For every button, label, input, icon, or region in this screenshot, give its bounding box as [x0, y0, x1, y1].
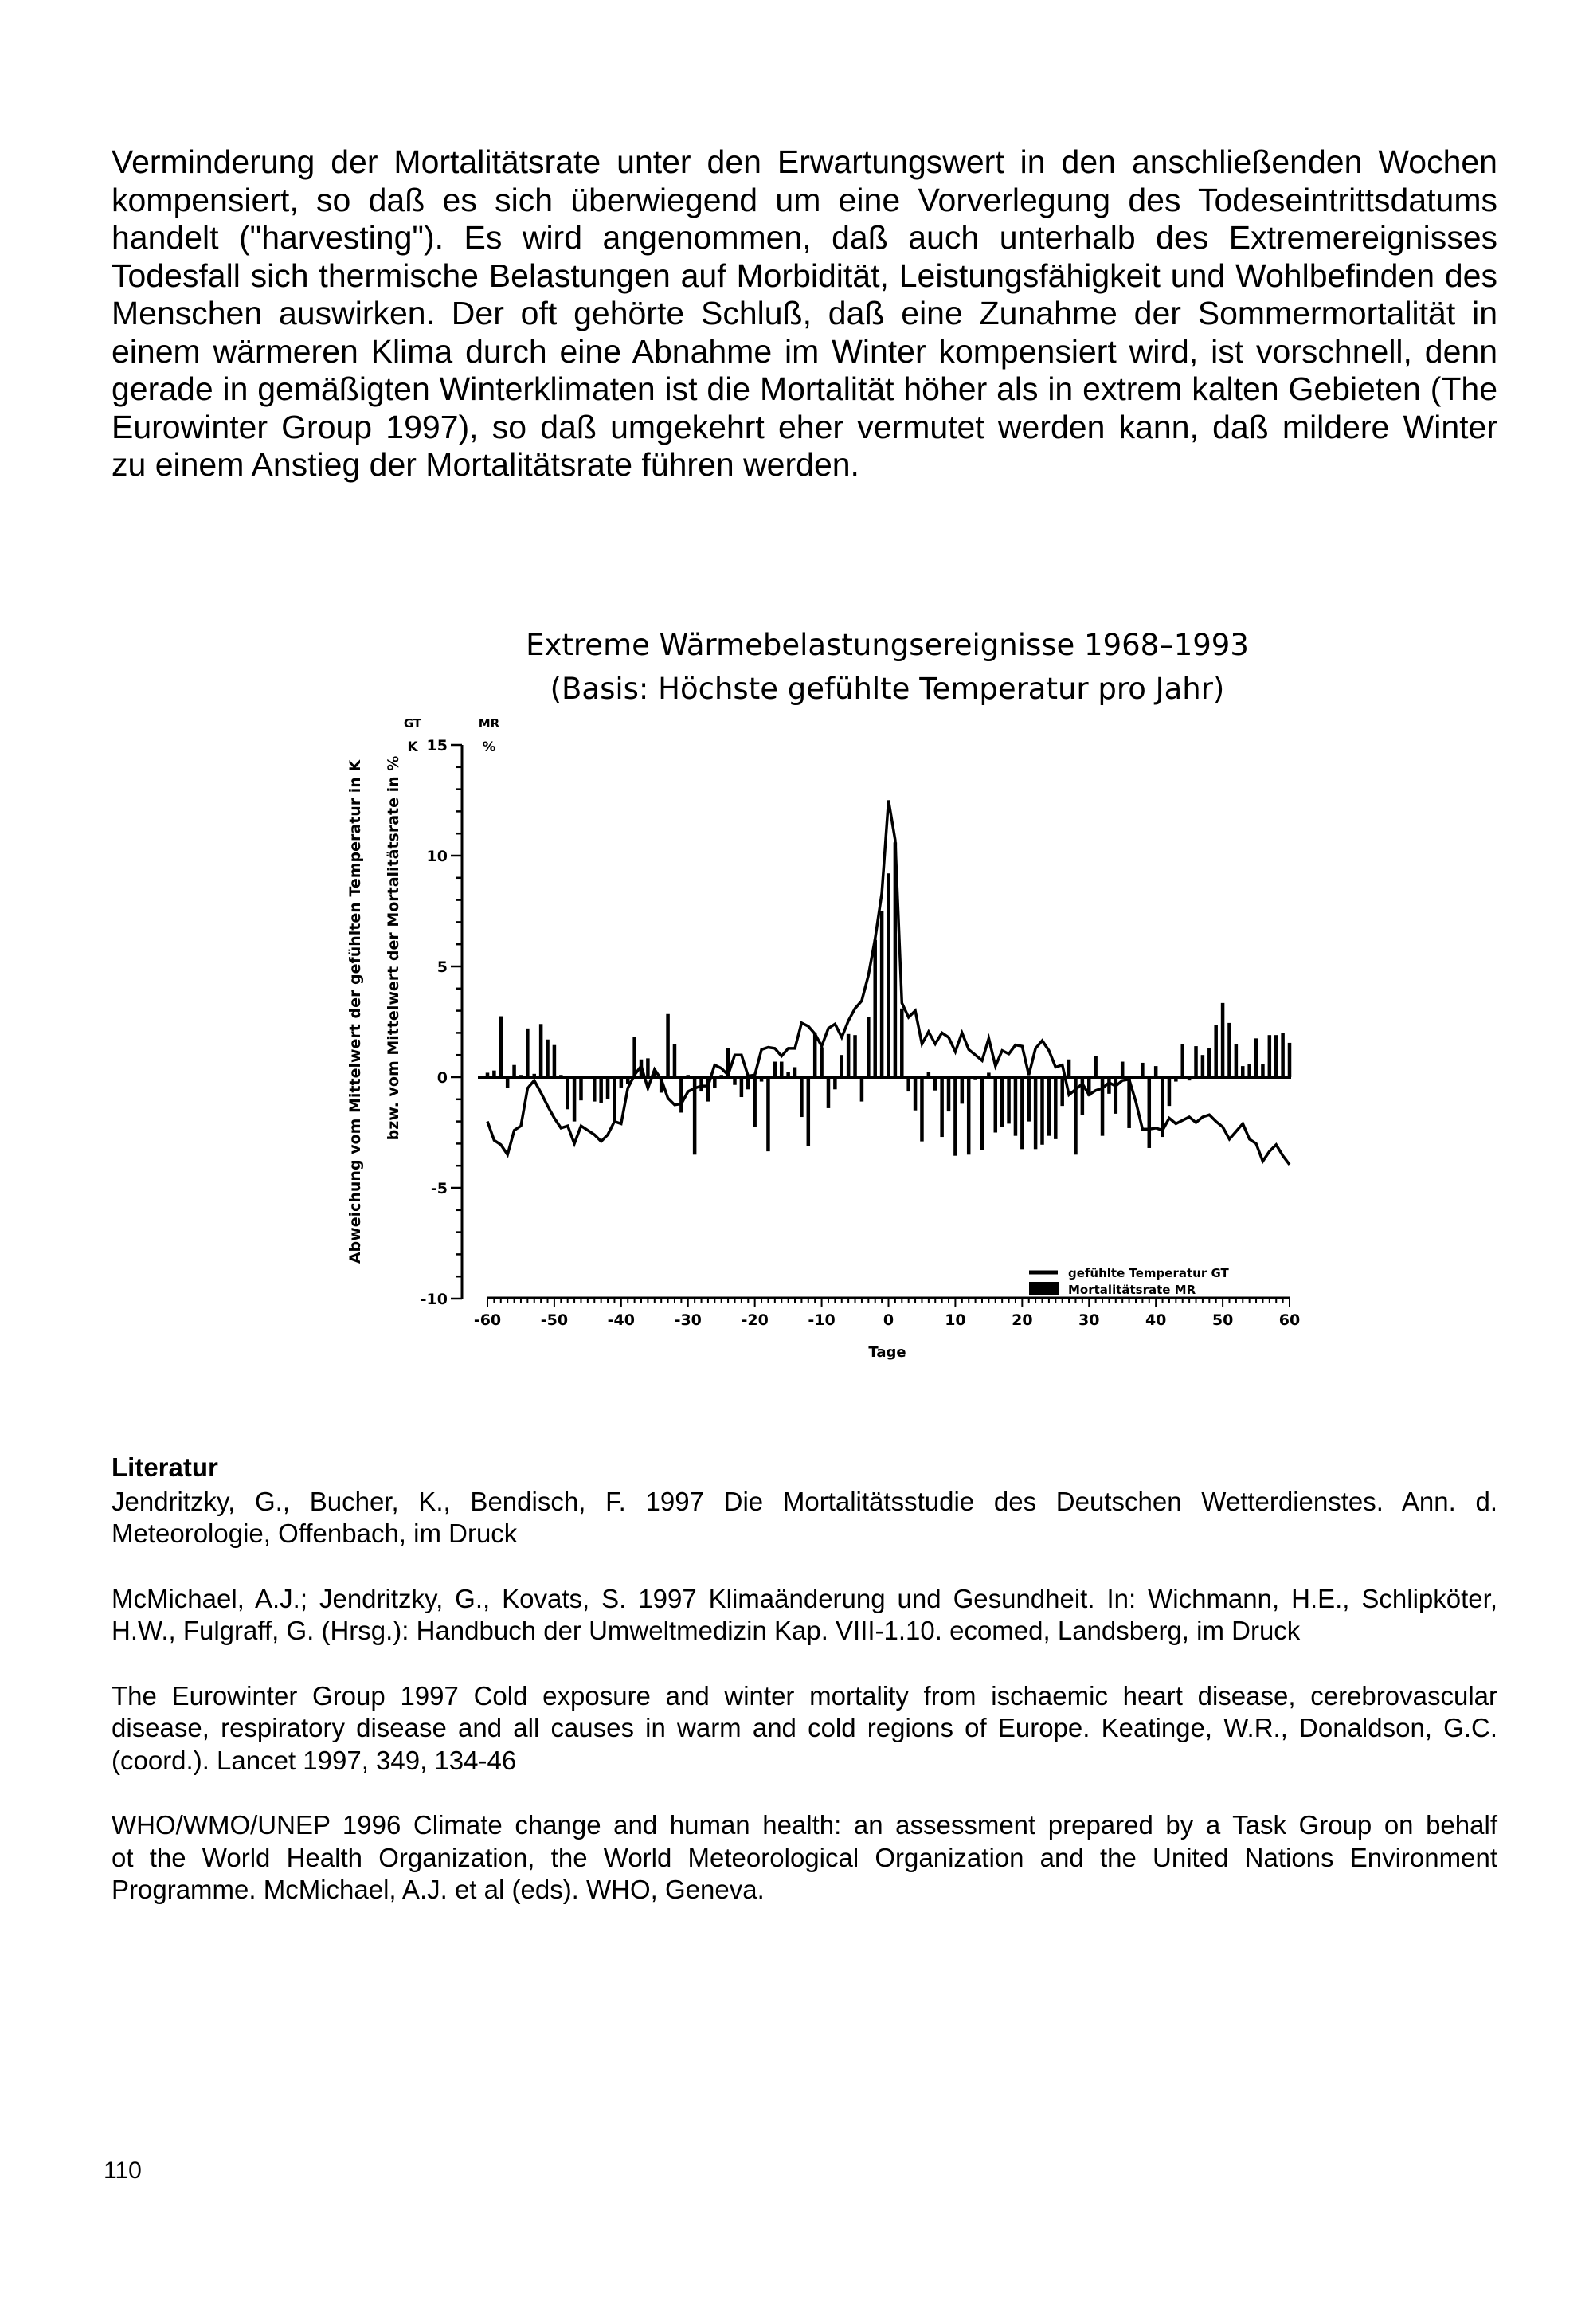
x-tick-label: 10 [945, 1311, 966, 1329]
reference-line: McMichael, A.J.; Jendritzky, G., Kovats, S. 1997 Klimaänderung und Gesundheit. In: Wichmann, H.E., Schlipköter, [112, 1583, 1497, 1613]
reference-item [112, 1809, 1497, 1907]
mortality-bar [880, 911, 884, 1078]
legend-label-mortality: Mortalitätsrate MR [1068, 1283, 1196, 1297]
mortality-bar [1094, 1056, 1098, 1077]
y-tick-label: -10 [420, 1291, 448, 1308]
paragraph-line: kompensiert, so daß es sich überwiegend um eine Vorverlegung des Todeseintrittsdatums [112, 181, 1497, 218]
mortality-bar [887, 873, 890, 1077]
references [112, 1452, 1497, 1939]
mortality-bar [1034, 1077, 1038, 1149]
mortality-bar [666, 1014, 670, 1077]
paragraph-line: Verminderung der Mortalitätsrate unter den Erwartungswert in den anschließenden Wochen [112, 143, 1497, 180]
mortality-bar [933, 1077, 937, 1091]
mortality-bar [646, 1058, 650, 1077]
paragraph-line: einem wärmeren Klima durch eine Abnahme im Winter kompensiert wird, ist vorschnell, denn [112, 332, 1497, 370]
mortality-bar [1047, 1077, 1051, 1136]
mortality-bar [940, 1077, 944, 1137]
mortality-bar [1201, 1055, 1205, 1077]
reference-line: (coord.). Lancet 1997, 349, 134-46 [112, 1745, 517, 1775]
mortality-bar [1221, 1003, 1225, 1077]
x-tick-label: 50 [1211, 1311, 1234, 1329]
paragraph-line: handelt ("harvesting"). Es wird angenommen, daß auch unterhalb des Extremereignisses [112, 219, 1497, 256]
y-axis-label-temperature: Abweichung vom Mittelwert der gefühlten Temperatur in K [346, 759, 364, 1264]
mortality-bar [920, 1077, 924, 1142]
mortality-bar [1268, 1035, 1272, 1077]
legend-label-temperature: gefühlte Temperatur GT [1068, 1266, 1229, 1280]
reference-line: ot the World Health Organization, the World Meteorological Organization and the United Nations Environment [112, 1842, 1497, 1872]
mortality-bar [1254, 1038, 1258, 1077]
mortality-bar [980, 1077, 984, 1150]
mortality-bar [1180, 1044, 1184, 1077]
mortality-bar [1067, 1060, 1071, 1077]
mortality-bar [833, 1077, 837, 1089]
mortality-bar [566, 1077, 569, 1109]
x-tick-label: -30 [674, 1311, 702, 1329]
right-unit-top: MR [478, 716, 500, 731]
mortality-bar [553, 1045, 557, 1077]
mortality-bar [573, 1077, 577, 1122]
mortality-bar [740, 1077, 744, 1097]
reference-item [112, 1583, 1497, 1648]
mortality-bar [1168, 1077, 1172, 1106]
y-tick-label: -5 [430, 1180, 448, 1197]
mortality-bar [1000, 1077, 1004, 1127]
reference-line: Meteorologie, Offenbach, im Druck [112, 1519, 518, 1548]
mortality-bar [961, 1077, 965, 1103]
mortality-bar [820, 1047, 824, 1077]
mortality-bar [1148, 1077, 1152, 1148]
mortality-bar [900, 1009, 904, 1077]
mortality-bar [1141, 1063, 1145, 1077]
mortality-bar [1060, 1077, 1064, 1106]
mortality-bar [1241, 1066, 1245, 1077]
x-axis [474, 1298, 1300, 1329]
mortality-bar [1154, 1066, 1158, 1077]
mortality-bar [1261, 1064, 1265, 1077]
x-tick-label: -60 [473, 1311, 502, 1329]
x-tick-label: 0 [883, 1311, 894, 1329]
mortality-bar [967, 1077, 971, 1154]
mortality-bar [773, 1062, 777, 1077]
mortality-bar [579, 1077, 583, 1100]
mortality-bar [813, 1033, 817, 1077]
y-axis-label-mortality: bzw. vom Mittelwert der Mortalitätsrate in % [385, 755, 402, 1141]
mortality-bar [1281, 1033, 1285, 1077]
mortality-bar [1194, 1046, 1198, 1077]
mortality-bar [1027, 1077, 1031, 1122]
mortality-bar [766, 1077, 770, 1151]
mortality-bar [1214, 1025, 1218, 1077]
mortality-bar [753, 1077, 757, 1127]
paragraph-line: Eurowinter Group 1997), so daß umgekehrt eher vermutet werden kann, daß mildere Winter [112, 408, 1497, 445]
mortality-bars [486, 842, 1292, 1155]
x-axis-label: Tage [868, 1344, 906, 1361]
reference-item [112, 1486, 1497, 1550]
left-unit-bottom: K [407, 739, 418, 755]
mortality-bar [994, 1077, 998, 1133]
mortality-bar [914, 1077, 918, 1111]
mortality-bar [953, 1077, 957, 1156]
mortality-bar [506, 1077, 510, 1088]
reference-line: WHO/WMO/UNEP 1996 Climate change and human health: an assessment prepared by a Task Group on behalf [112, 1810, 1497, 1840]
reference-line: disease, respiratory disease and all causes in warm and cold regions of Europe. Keatinge, W.R., Donaldson, G.C. [112, 1713, 1497, 1742]
mortality-bar [613, 1077, 616, 1122]
y-tick-label: 15 [426, 737, 448, 754]
mortality-bar [546, 1040, 550, 1077]
mortality-bar [1054, 1077, 1058, 1139]
legend-bar-swatch [1029, 1282, 1059, 1295]
reference-line: H.W., Fulgraff, G. (Hrsg.): Handbuch der Umweltmedizin Kap. VIII-1.10. ecomed, Landsberg, im Druck [112, 1616, 1301, 1645]
reference-item [112, 1680, 1497, 1777]
left-unit-top: GT [403, 716, 422, 731]
mortality-bar [860, 1077, 864, 1102]
mortality-bar [713, 1077, 717, 1088]
paragraph-line: Todesfall sich thermische Belastungen auf Morbidität, Leistungsfähigkeit und Wohlbefinden des [112, 257, 1497, 294]
legend [1029, 1266, 1229, 1297]
x-tick-label: 20 [1012, 1311, 1033, 1329]
mortality-bar [746, 1077, 750, 1089]
mortality-bar [526, 1029, 530, 1077]
mortality-bar [906, 1077, 910, 1091]
mortality-bar [847, 1034, 851, 1077]
mortality-bar [840, 1055, 844, 1077]
right-unit-bottom: % [482, 739, 496, 755]
paragraph-line: Menschen auswirken. Der oft gehörte Schluß, daß eine Zunahme der Sommermortalität in [112, 295, 1497, 331]
x-tick-label: 40 [1145, 1311, 1167, 1329]
mortality-bar [499, 1017, 503, 1077]
mortality-bar [620, 1077, 624, 1088]
mortality-bar [1247, 1064, 1251, 1077]
mortality-bar [1121, 1062, 1125, 1077]
mortality-bar [1007, 1077, 1011, 1123]
mortality-bar [1040, 1077, 1044, 1145]
mortality-bar [800, 1077, 804, 1117]
mortality-bar [1274, 1035, 1278, 1077]
mortality-bar [1020, 1077, 1024, 1149]
x-tick-label: 60 [1278, 1311, 1301, 1329]
chart-subtitle: (Basis: Höchste gefühlte Temperatur pro Jahr) [550, 672, 1225, 706]
reference-line: Programme. McMichael, A.J. et al (eds). WHO, Geneva. [112, 1875, 765, 1904]
x-tick-label: 30 [1078, 1311, 1100, 1329]
mortality-bar [1235, 1044, 1239, 1077]
paragraph-line: zu einem Anstieg der Mortalitätsrate führen werden. [112, 446, 859, 483]
mortality-bar [780, 1062, 784, 1077]
mortality-bar [539, 1024, 543, 1077]
y-tick-label: 10 [426, 848, 448, 865]
mortality-bar [853, 1035, 857, 1077]
x-tick-label: -10 [808, 1311, 836, 1329]
mortality-bar [599, 1077, 603, 1103]
paragraph-line: gerade in gemäßigten Winterklimaten ist die Mortalität höher als in extrem kalten Gebieten (The [112, 370, 1497, 407]
reference-line: Jendritzky, G., Bucher, K., Bendisch, F. 1997 Die Mortalitätsstudie des Deutschen Wetterdienstes. Ann. d. [112, 1486, 1497, 1516]
reference-line: The Eurowinter Group 1997 Cold exposure and winter mortality from ischaemic heart disease, cerebrovascular [112, 1680, 1497, 1711]
y-tick-label: 0 [436, 1069, 448, 1087]
mortality-bar [827, 1077, 831, 1108]
mortality-bar [1288, 1043, 1292, 1077]
mortality-bar [947, 1077, 951, 1111]
mortality-bar [679, 1077, 683, 1112]
mortality-bar [1227, 1023, 1231, 1077]
mortality-bar [1014, 1077, 1018, 1136]
mortality-bar [593, 1077, 597, 1102]
x-tick-label: -20 [741, 1311, 769, 1329]
mortality-bar [807, 1077, 811, 1146]
chart-title: Extreme Wärmebelastungsereignisse 1968–1993 [526, 628, 1249, 662]
mortality-bar [673, 1044, 677, 1077]
x-tick-label: -50 [540, 1311, 569, 1329]
y-axis [421, 737, 462, 1308]
page-number: 110 [104, 2157, 142, 2184]
mortality-bar [512, 1065, 516, 1077]
references-heading: Literatur [112, 1452, 218, 1482]
mortality-bar [699, 1077, 703, 1091]
mortality-bar [867, 1017, 871, 1077]
mortality-bar [873, 940, 877, 1077]
x-tick-label: -40 [607, 1311, 635, 1329]
mortality-bar [1114, 1077, 1118, 1114]
mortality-bar [1207, 1048, 1211, 1077]
mortality-bar [606, 1077, 610, 1099]
y-tick-label: 5 [436, 958, 448, 976]
